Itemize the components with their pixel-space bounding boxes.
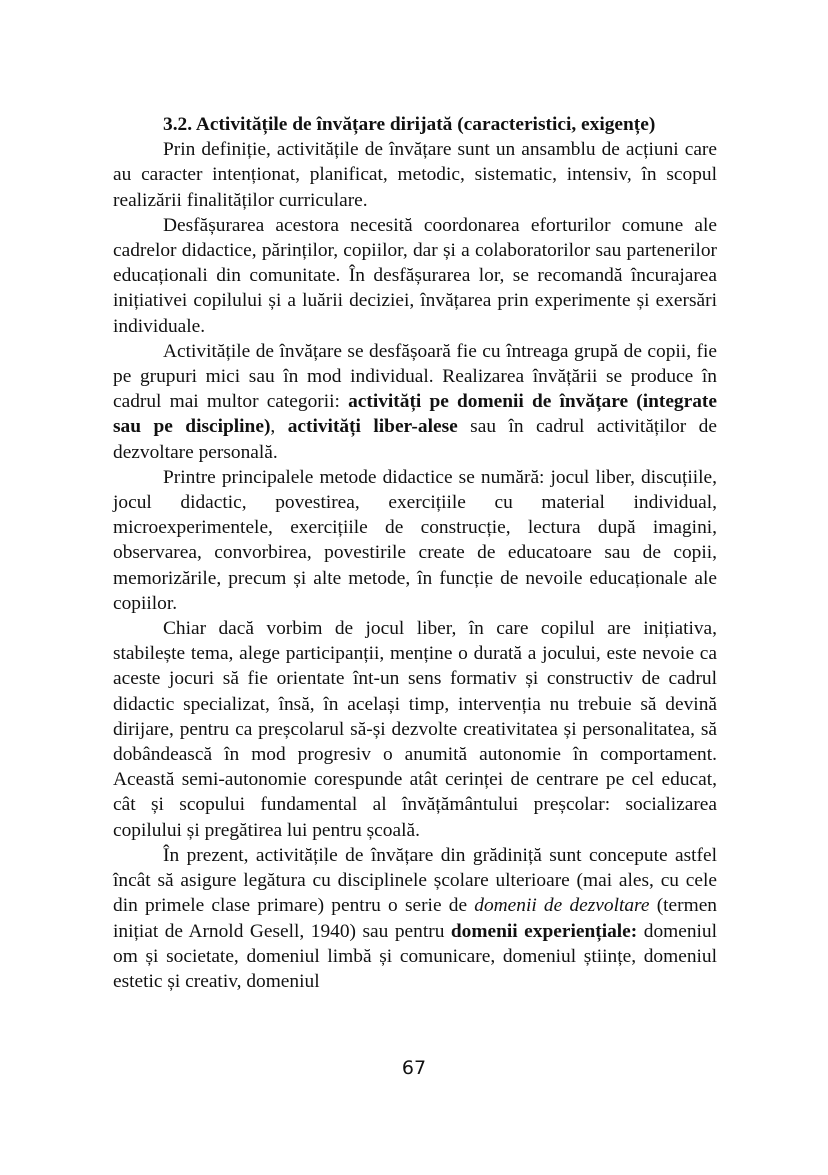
section-heading: 3.2. Activitățile de învățare dirijată (caracteristici, exigențe) (163, 114, 656, 135)
italic-text: domenii de dezvoltare (474, 895, 650, 917)
bold-text: activități pe domenii de învățare (integrate sau pe discipline) (113, 391, 717, 438)
paragraph (113, 465, 717, 616)
paragraph-text: domeniul om și societate, domeniul limbă și comunicare, domeniul științe, domeniul estetic și creativ, domeniul (113, 920, 718, 992)
paragraph-text: (termen inițiat de Arnold Gesell, 1940) sau pentru (113, 895, 717, 942)
paragraph-text: sau în cadrul activităților de dezvoltare personală. (113, 416, 717, 463)
paragraph (113, 213, 717, 339)
paragraph-text: Activitățile de învățare se desfășoară fie cu întreaga grupă de copii, fie pe grupuri mici sau în mod individual. Realizarea învățării se produce în cadrul mai multor categorii: (113, 340, 717, 413)
paragraph-text: Prin definiție, activitățile de învățare sunt un ansamblu de acțiuni care au caracter intenționat, planificat, metodic, sistematic, intensiv, în scopul realizării finalităților curriculare. (113, 139, 717, 211)
paragraphs-container (113, 137, 717, 994)
paragraph-text: În prezent, activitățile de învățare din grădiniță sunt concepute astfel încât să asigure legătura cu disciplinele școlare ulterioare (mai ales, cu cele din primele clase primare) pentru o serie de (113, 844, 717, 917)
paragraph (113, 616, 717, 843)
paragraph (113, 137, 717, 213)
paragraph (113, 843, 717, 994)
paragraph-text: Chiar dacă vorbim de jocul liber, în care copilul are inițiativa, stabilește tema, alege participanții, menține o durată a jocului, este nevoie ca aceste jocuri să fie orientate înt-un sens formativ și constructiv de cadrul didactic specializat, însă, în același timp, intervenția nu trebuie să devină dirijare, pentru ca preșcolarul să-și dezvolte creativitatea și personalitatea, să dobândească în mod progresiv o anumită autonomie în comportament. Această semi-autonomie corespunde atât cerinței de centrare pe cel educat, cât și scopului fundamental al învățământului preșcolar: socializarea copilului și pregătirea lui pentru școală. (113, 618, 717, 841)
paragraph (113, 339, 717, 465)
paragraph-text: , (270, 416, 288, 438)
paragraph-text: Printre principalele metode didactice se numără: jocul liber, discuțiile, jocul didactic, povestirea, exercițiile cu material individual, microexperimentele, exercițiile de construcție, lectura după imagini, observarea, convorbirea, povestirile create de educatoare sau de copii, memorizările, precum și alte metode, în funcție de nevoile educaționale ale copiilor. (113, 466, 717, 614)
body-text (113, 112, 717, 994)
bold-text: domenii experiențiale: (450, 920, 638, 942)
paragraph-text: Desfășurarea acestora necesită coordonarea eforturilor comune ale cadrelor didactice, părinților, copiilor, dar și a colaboratorilor sau partenerilor educaționali din comunitate. În desfășurarea lor, se recomandă încurajarea inițiativei copilului și a luării deciziei, învățarea prin experimente și exersări individuale. (113, 214, 717, 337)
page-number: 67 (401, 1057, 427, 1079)
bold-text: activități liber-alese (287, 416, 458, 438)
